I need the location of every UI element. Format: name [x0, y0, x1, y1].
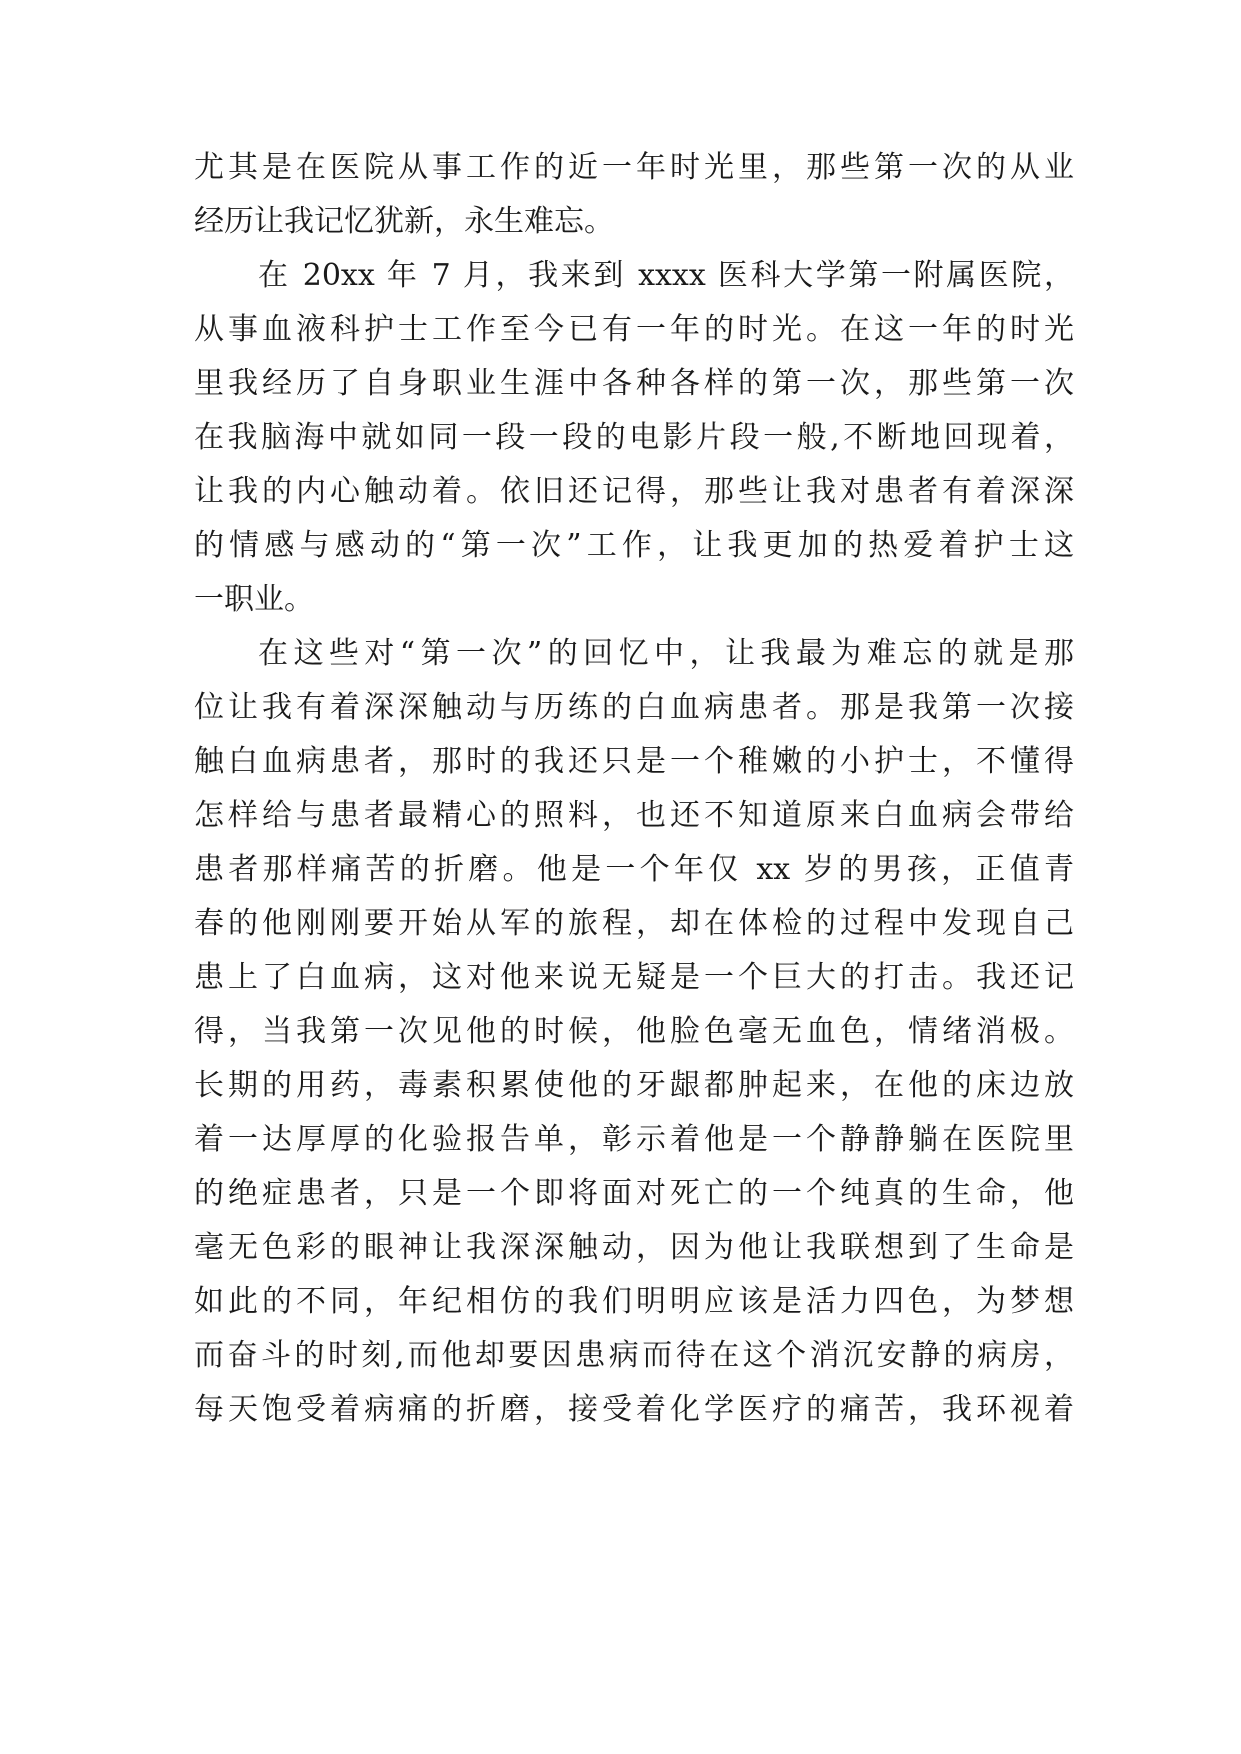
text-line: 尤其是在医院从事工作的近一年时光里，那些第一次的从业 [194, 150, 1074, 185]
text-line: 的绝症患者，只是一个即将面对死亡的一个纯真的生命，他 [194, 1176, 1074, 1211]
text-line: 毫无色彩的眼神让我深深触动，因为他让我联想到了生命是 [194, 1230, 1074, 1265]
text-line: 患者那样痛苦的折磨。他是一个年仅 xx 岁的男孩，正值青 [194, 852, 1074, 887]
paragraph-first-line: 在这些对“第一次”的回忆中，让我最为难忘的就是那 [258, 636, 1074, 671]
text-line: 位让我有着深深触动与历练的白血病患者。那是我第一次接 [194, 690, 1074, 725]
text-line: 里我经历了自身职业生涯中各种各样的第一次，那些第一次 [194, 366, 1074, 401]
text-line: 如此的不同，年纪相仿的我们明明应该是活力四色，为梦想 [194, 1284, 1074, 1319]
text-line: 春的他刚刚要开始从军的旅程，却在体检的过程中发现自己 [194, 906, 1074, 941]
text-line: 着一达厚厚的化验报告单，彰示着他是一个静静躺在医院里 [194, 1122, 1074, 1157]
text-line: 而奋斗的时刻,而他却要因患病而待在这个消沉安静的病房， [194, 1338, 1074, 1373]
text-line: 患上了白血病，这对他来说无疑是一个巨大的打击。我还记 [194, 960, 1074, 995]
text-line: 怎样给与患者最精心的照料，也还不知道原来白血病会带给 [194, 798, 1074, 833]
text-line: 每天饱受着病痛的折磨，接受着化学医疗的痛苦，我环视着 [194, 1392, 1074, 1427]
text-line: 让我的内心触动着。依旧还记得，那些让我对患者有着深深 [194, 474, 1074, 509]
text-line: 从事血液科护士工作至今已有一年的时光。在这一年的时光 [194, 312, 1074, 347]
paragraph-first-line: 在 20xx 年 7 月，我来到 xxxx 医科大学第一附属医院， [258, 258, 1074, 293]
text-line: 长期的用药，毒素积累使他的牙龈都肿起来，在他的床边放 [194, 1068, 1074, 1103]
text-line: 在我脑海中就如同一段一段的电影片段一般,不断地回现着， [194, 420, 1074, 455]
text-line: 触白血病患者，那时的我还只是一个稚嫩的小护士，不懂得 [194, 744, 1074, 779]
text-line: 一职业。 [194, 582, 314, 617]
text-line: 的情感与感动的“第一次”工作，让我更加的热爱着护士这 [194, 528, 1074, 563]
text-line: 经历让我记忆犹新，永生难忘。 [194, 204, 614, 239]
text-line: 得，当我第一次见他的时候，他脸色毫无血色，情绪消极。 [194, 1014, 1074, 1049]
